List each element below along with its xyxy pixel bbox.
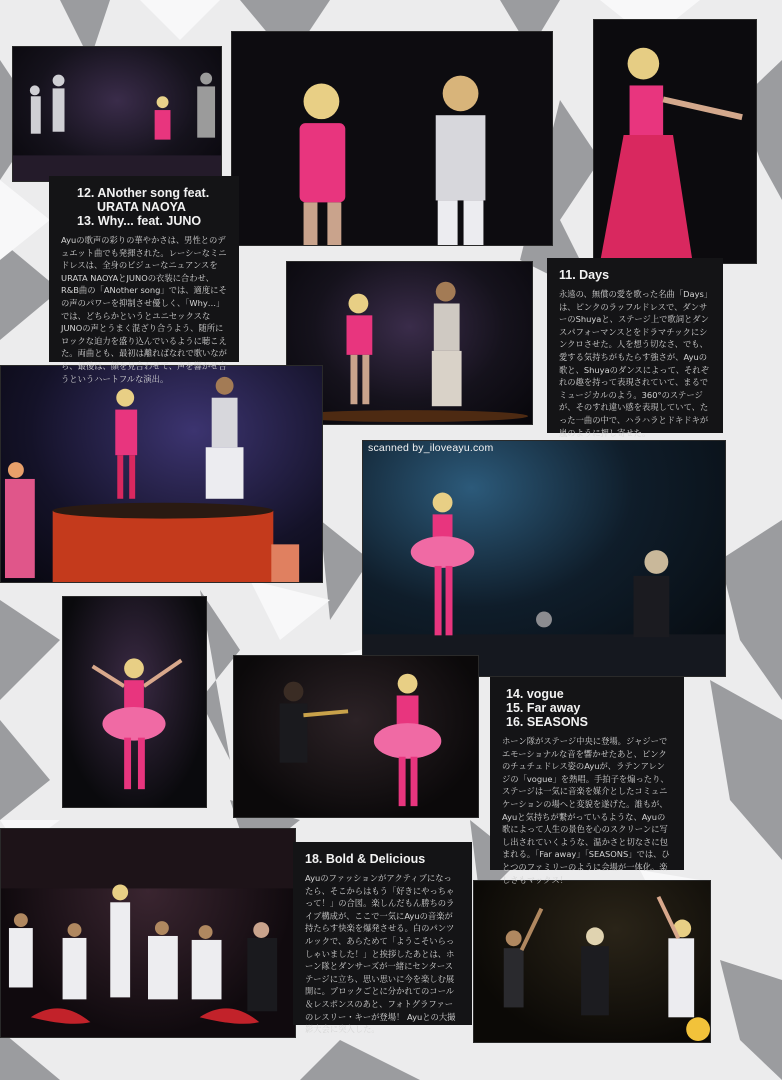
panel-song-11-body: 永遠の、無償の愛を歌った名曲「Days」は、ピンクのラッフルドレスで、ダンサーのShuyaと、ステージ上で歌詞とダンスパフォーマンスとをドラマチックにシンクロさせた。人を想う切なさ、でも、愛する気持ちがもたらす強さが、Ayuの歌と、Shuyaのダンスによって、それぞれの趣を持って表現されていて、まるでミュージカルのよう。360°のステージが、そのすれ違い感を表現していて、たった一曲の中で、ハラハラとドキドキが嵐のように押し寄せた。 — [559, 289, 709, 438]
panel-songs-14-16-title — [502, 687, 672, 729]
photo-ayu-dancers-stage — [12, 46, 222, 182]
panel-song-18-title — [305, 852, 460, 866]
song-title-line: 16. SEASONS — [506, 715, 588, 729]
photo-ayu-pink-ruffle-gown — [593, 19, 757, 264]
photo-ayu-pink-tutu-solo — [62, 596, 207, 808]
panel-song-11 — [547, 258, 723, 438]
panel-song-18-body: Ayuのファッションがアクティブになったら、そこからはもう「好きにやっちゃって！」の合図。楽しんだもん勝ちのライブ構成が、ここで一気にAyuの音楽が持たらす快楽を爆発させる。白のパンツルックで、あらためて「ようこそいらっしゃいました！」と挨拶したあとは、ホーン隊とダンサーズが一緒にセンターステージに立ち、思い思いに今を楽しむ展開に。ブロックごとに分かれてのコール＆レスポンスのあと、フォトグラファーのレスリー・キーが登場！ Ayuとの大撮影大会に突入した。 — [305, 873, 456, 1035]
song-title-line: 12. ANother song feat. — [77, 186, 210, 200]
panel-songs-12-13 — [49, 176, 239, 384]
song-title-line: URATA NAOYA — [97, 200, 186, 214]
panel-songs-12-13-body: Ayuの歌声の彩りの華やかさは、男性とのデュエット曲でも発揮された。レーシーなミニドレスは、全身のビジューなニュアンスをURATA NAOYAとJUNOの衣装に合わせ、R&B曲の「ANother song」では、適度にその声のパワーを抑制させ優しく、「Why…」では、どちらかというとユニセックスなJUNOの声とうまく混ざり合うよう、随所にロックな迫力を盛り込んでいるように聴こえた。両曲とも、最初は離ればなれで歌いながら、最後は、顔を見合わせて、声を響かせ合うというハートフルな演出。 — [61, 235, 227, 384]
panel-songs-12-13-title — [61, 186, 227, 228]
song-title-line: 13. Why... feat. JUNO — [77, 214, 202, 228]
song-title-line: 15. Far away — [506, 701, 581, 715]
photo-ayu-juno-round-stage — [0, 365, 323, 583]
panel-song-18 — [293, 842, 472, 1035]
song-title-line: 11. Days — [559, 268, 610, 282]
photo-ayu-trumpet-horn — [233, 655, 479, 818]
photo-ayu-crowd-finale — [473, 880, 711, 1043]
scan-watermark: scanned by_iloveayu.com — [368, 442, 494, 454]
photo-ayu-white-pants-dancers — [0, 828, 296, 1038]
photo-ayu-shuya-days — [286, 261, 533, 425]
panel-songs-14-16-body: ホーン隊がステージ中央に登場。ジャジーでエモーショナルな音を響かせたあと、ピンクのチュチュドレス姿のAyuが、ラテンアレンジの「vogue」を熱唱。手拍子を煽ったり、ステージは一気に音楽を媒介としたコミュニケーションの場へと変貌を遂げた。誰もが、Ayuと気持ちが繋がっているような、Ayuの歌によって人生の景色を心のスクリーンに写し出されていくような、温かさと切なさに包まれる。「Far away」「SEASONS」では、ひとつのファミリーのように会場が一体化。楽しさもマックス！ — [502, 736, 670, 885]
panel-songs-14-16 — [490, 677, 684, 885]
song-title-line: 18. Bold & Delicious — [305, 852, 426, 866]
song-title-line: 14. vogue — [506, 687, 564, 701]
photo-ayu-tutu-band — [362, 440, 726, 677]
panel-song-11-title — [559, 268, 711, 282]
photo-ayu-urata-duet — [231, 31, 553, 246]
